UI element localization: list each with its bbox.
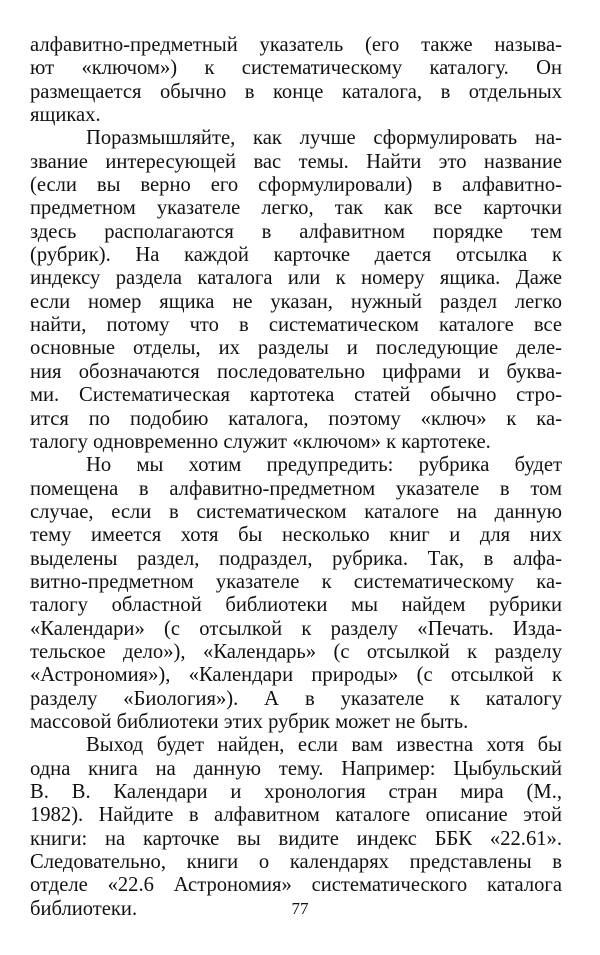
text-line: помещена в алфавитно-предметном указателе в том: [30, 477, 562, 500]
text-line: Но мы хотим предупредить: рубрика будет: [86, 454, 562, 477]
text-line: Поразмышляйте, как лучше сформулировать на-: [86, 127, 562, 150]
text-line: талогу одновременно служит «ключом» к картотеке.: [30, 430, 491, 453]
paragraph: [30, 127, 562, 454]
text-line: ящиках.: [30, 104, 101, 127]
text-line: книги: на карточке вы видите индекс ББК «22.61».: [30, 827, 562, 850]
text-line: разделу «Биология»). А в указателе к каталогу: [30, 687, 562, 710]
text-line: алфавитно-предметный указатель (его также называ-: [30, 34, 562, 56]
text-line: Следовательно, книги о календарях представлены в: [30, 851, 562, 874]
text-line: размещается обычно в конце каталога, в отдельных: [30, 80, 562, 103]
text-line: если номер ящика не указан, нужный раздел легко: [30, 290, 562, 313]
text-line: здесь располагаются в алфавитном порядке тем: [30, 220, 562, 243]
text-line: звание интересующей вас темы. Найти это название: [30, 150, 562, 173]
text-line: 1982). Найдите в алфавитном каталоге описание этой: [30, 804, 562, 827]
text-line: одна книга на данную тему. Например: Цыбульский: [30, 757, 562, 780]
text-line: найти, потому что в систематическом каталоге все: [30, 314, 562, 337]
text-line: «Календари» (с отсылкой к разделу «Печать. Изда-: [30, 617, 562, 640]
text-line: тельское дело»), «Календарь» (с отсылкой к разделу: [30, 640, 562, 663]
text-line: Выход будет найден, если вам известна хотя бы: [86, 734, 562, 757]
page-number: 77: [291, 899, 309, 918]
text-line: ми. Систематическая картотека статей обычно стро-: [30, 384, 562, 407]
text-line: витно-предметном указателе к систематическому ка-: [30, 570, 562, 593]
text-line: предметном указателе легко, так как все карточки: [30, 197, 562, 220]
paragraph: [30, 734, 562, 921]
body-text: [30, 34, 562, 921]
text-line: ют «ключом») к систематическому каталогу. Он: [30, 57, 562, 80]
paragraph: [30, 34, 562, 127]
text-line: индексу раздела каталога или к номеру ящика. Даже: [30, 267, 562, 290]
text-line: «Астрономия»), «Календари природы» (с отсылкой к: [30, 664, 562, 687]
text-line: (рубрик). На каждой карточке дается отсылка к: [30, 244, 562, 267]
text-line: тему имеется хотя бы несколько книг и для них: [30, 524, 562, 547]
text-line: библиотеки.: [30, 897, 138, 920]
text-line: отделе «22.6 Астрономия» систематического каталога: [30, 874, 562, 897]
text-line: случае, если в систематическом каталоге на данную: [30, 500, 562, 523]
text-line: В. В. Календари и хронология стран мира (М.,: [30, 781, 562, 803]
text-line: основные отделы, их разделы и последующие деле-: [30, 337, 562, 360]
text-line: талогу областной библиотеки мы найдем рубрики: [30, 594, 562, 617]
text-line: выделены раздел, подраздел, рубрика. Так, в алфа-: [30, 547, 562, 570]
text-line: (если вы верно его сформулировали) в алфавитно-: [30, 174, 562, 197]
text-line: ния обозначаются последовательно цифрами и буква-: [30, 360, 562, 383]
text-line: массовой библиотеки этих рубрик может не быть.: [30, 710, 469, 733]
paragraph: [30, 454, 562, 734]
text-line: ится по подобию каталога, поэтому «ключ» к ка-: [30, 407, 562, 430]
